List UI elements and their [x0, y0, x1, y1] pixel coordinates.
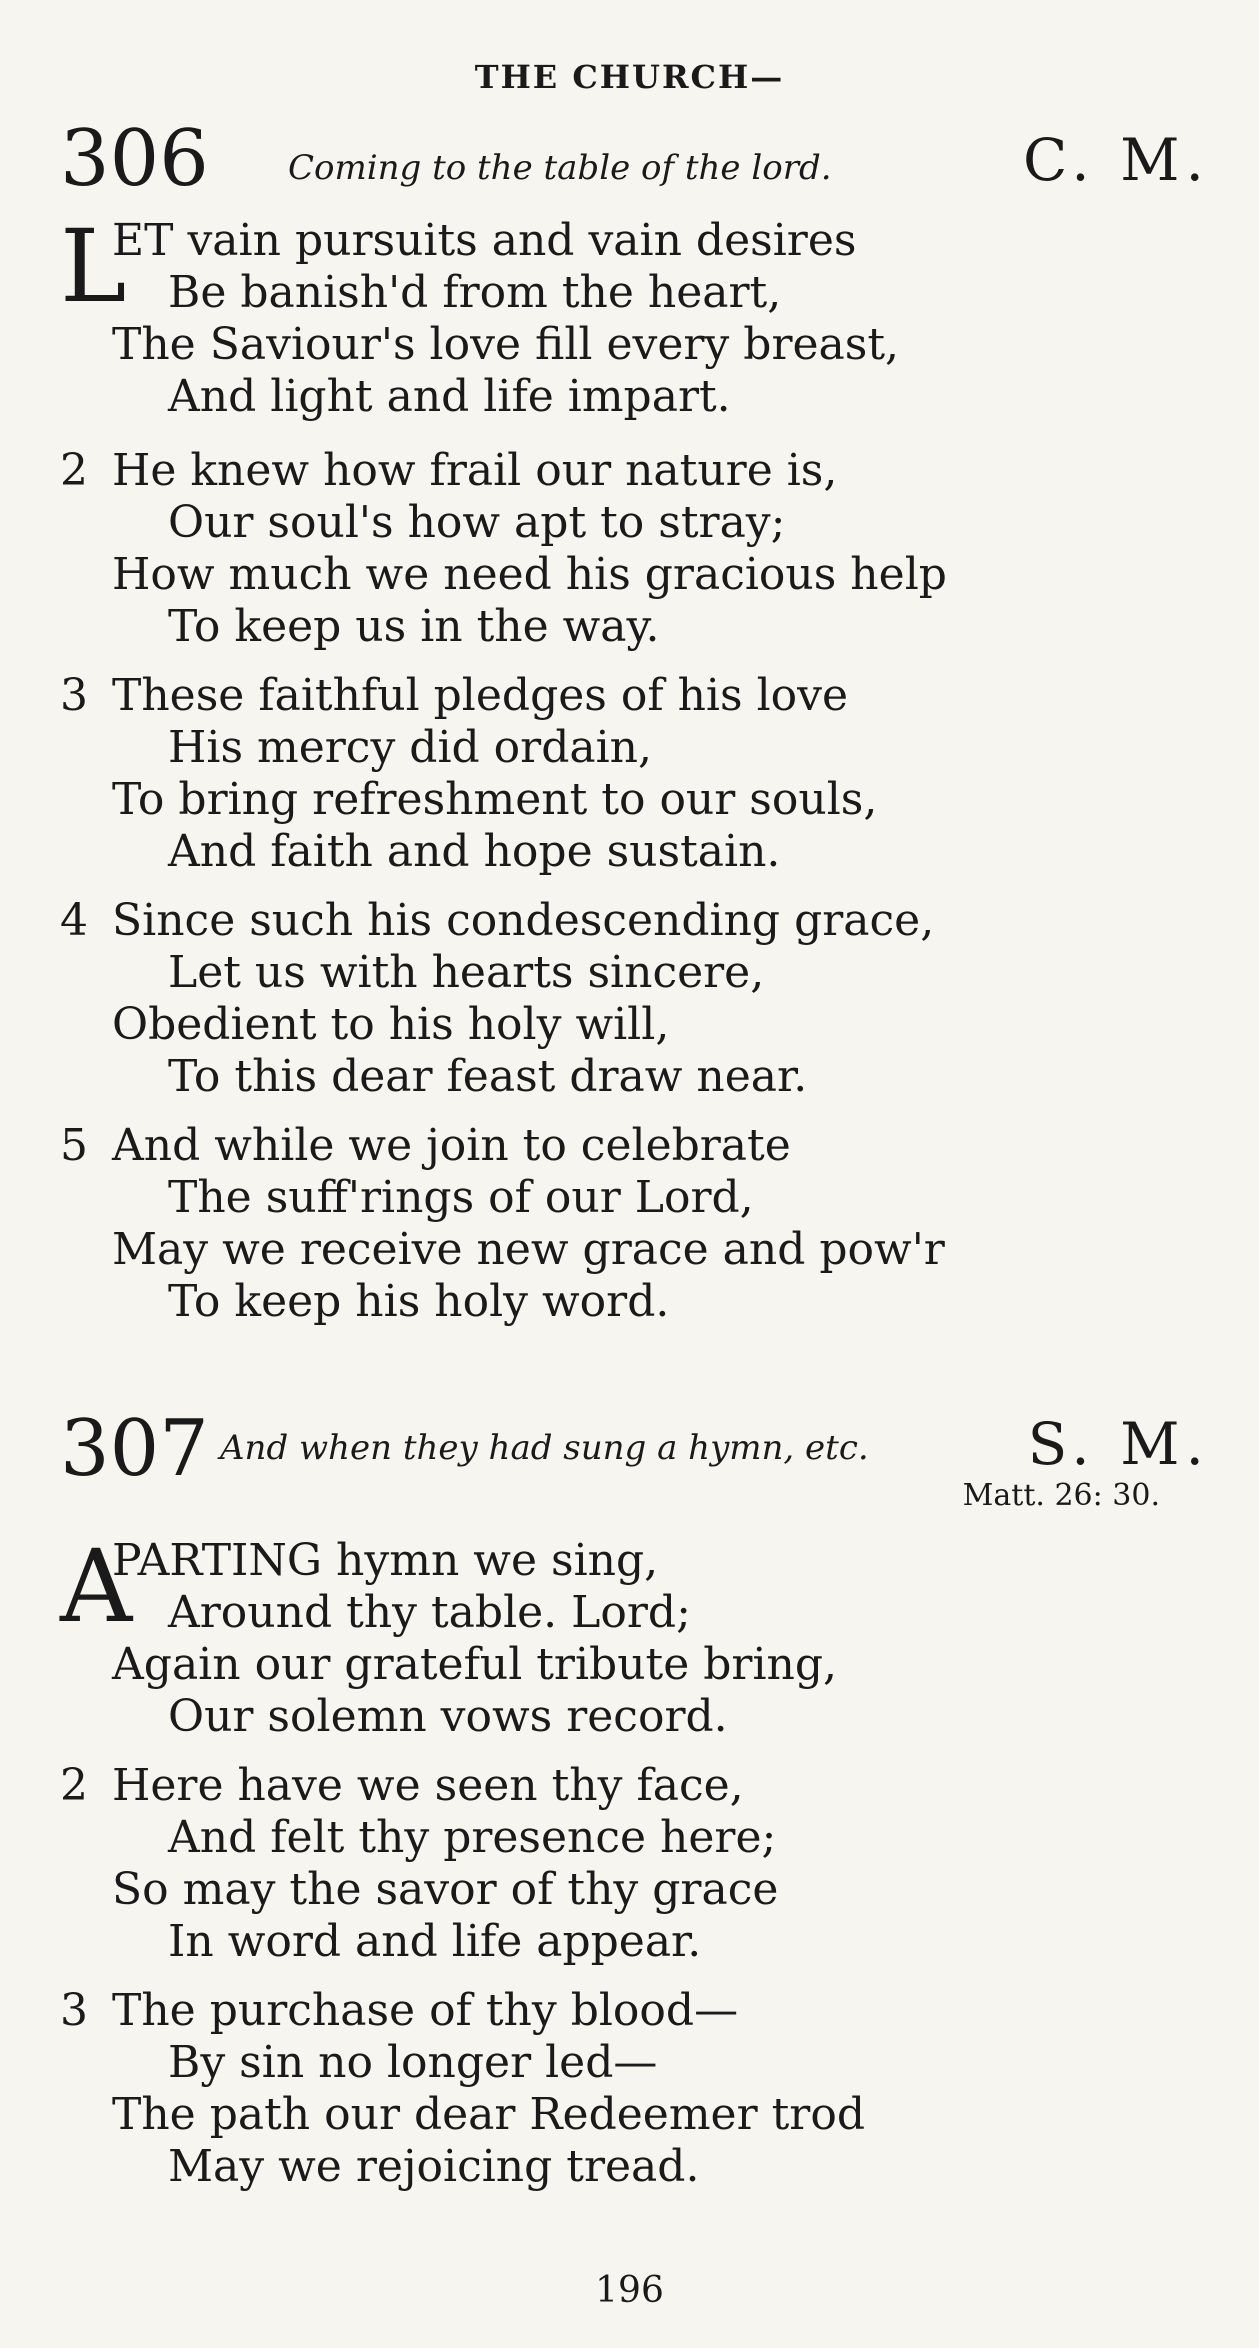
- stanza-number: 5: [60, 1120, 88, 1171]
- drop-cap: L: [60, 208, 127, 325]
- stanza-line: 2 He knew how frail our nature is,: [60, 445, 838, 496]
- hymn-306-stanza-1: [60, 208, 1160, 423]
- hymn-title: Coming to the table of the lord.: [288, 148, 832, 188]
- stanza-line: A PARTING hymn we sing,: [60, 1528, 659, 1645]
- hymn-meter: C. M.: [1022, 126, 1210, 194]
- stanza-number: 3: [60, 1985, 88, 2036]
- page-number: 196: [595, 2270, 664, 2311]
- hymn-307-stanza-2: [60, 1760, 1160, 1968]
- hymn-307-header: [60, 1404, 1210, 1520]
- stanza-line: 3 The purchase of thy blood—: [60, 1985, 739, 2036]
- hymn-307-stanza-1: [60, 1528, 1160, 1743]
- hymn-306-header: [60, 114, 1210, 210]
- stanza-line: By sin no longer led—: [168, 2037, 658, 2088]
- hymn-title: And when they had sung a hymn, etc.: [220, 1428, 869, 1468]
- stanza-line: May we rejoicing tread.: [168, 2141, 700, 2192]
- stanza-line: 3 These faithful pledges of his love: [60, 670, 849, 721]
- stanza-line: In word and life appear.: [168, 1916, 702, 1967]
- stanza-line: To keep us in the way.: [168, 601, 660, 652]
- stanza-line: L ET vain pursuits and vain desires: [60, 208, 857, 325]
- stanza-line: And light and life impart.: [168, 371, 731, 422]
- hymn-number: 307: [60, 1404, 209, 1494]
- stanza-number: 2: [60, 1760, 88, 1811]
- stanza-line: 5 And while we join to celebrate: [60, 1120, 791, 1171]
- stanza-line: Be banish'd from the heart,: [168, 267, 782, 318]
- stanza-line: The Saviour's love fill every breast,: [112, 319, 899, 370]
- running-head: THE CHURCH—: [474, 58, 785, 96]
- stanza-line: The path our dear Redeemer trod: [112, 2089, 865, 2140]
- stanza-line: And faith and hope sustain.: [168, 826, 781, 877]
- hymn-306-stanza-2: [60, 445, 1160, 653]
- stanza-number: 3: [60, 670, 88, 721]
- stanza-line: And felt thy presence here;: [168, 1812, 777, 1863]
- stanza-line: Our solemn vows record.: [168, 1691, 728, 1742]
- drop-cap: A: [60, 1528, 133, 1645]
- stanza-number: 4: [60, 895, 88, 946]
- hymn-meter: S. M.: [1027, 1410, 1210, 1478]
- stanza-line: 2 Here have we seen thy face,: [60, 1760, 744, 1811]
- hymn-307-stanza-3: [60, 1985, 1160, 2193]
- stanza-line: Again our grateful tribute bring,: [112, 1639, 838, 1690]
- stanza-line: Obedient to his holy will,: [112, 999, 670, 1050]
- stanza-line: To this dear feast draw near.: [168, 1051, 808, 1102]
- hymn-number: 306: [60, 114, 209, 204]
- hymn-306-stanza-4: [60, 895, 1160, 1103]
- scripture-reference: Matt. 26: 30.: [962, 1478, 1160, 1513]
- stanza-line: May we receive new grace and pow'r: [112, 1224, 945, 1275]
- stanza-line: So may the savor of thy grace: [112, 1864, 779, 1915]
- hymn-306-stanza-3: [60, 670, 1160, 878]
- hymn-306-stanza-5: [60, 1120, 1160, 1328]
- stanza-line: To keep his holy word.: [168, 1276, 670, 1327]
- stanza-line: To bring refreshment to our souls,: [112, 774, 878, 825]
- stanza-line: His mercy did ordain,: [168, 722, 652, 773]
- stanza-line: The suff'rings of our Lord,: [168, 1172, 754, 1223]
- stanza-number: 2: [60, 445, 88, 496]
- stanza-line: Our soul's how apt to stray;: [168, 497, 786, 548]
- stanza-line: Around thy table. Lord;: [168, 1587, 691, 1638]
- stanza-line: How much we need his gracious help: [112, 549, 947, 600]
- stanza-line: Let us with hearts sincere,: [168, 947, 765, 998]
- stanza-line: 4 Since such his condescending grace,: [60, 895, 935, 946]
